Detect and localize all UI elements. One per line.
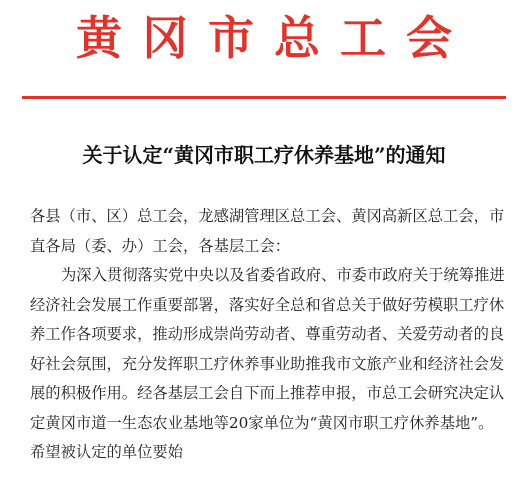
letterhead <box>0 6 528 70</box>
salutation: 各县（市、区）总工会，龙感湖管理区总工会、黄冈高新区总工会，市直各局（委、办）工会，各基层工会： <box>30 207 505 255</box>
document-body <box>30 202 506 468</box>
organization-name: 黄冈市总工会 <box>76 11 472 65</box>
body-paragraph: 为深入贯彻落实党中央以及省委省政府、市委市政府关于统筹推进经济社会发展工作重要部署，落实好全总和省总关于做好劳模职工疗休养工作各项要求，推动形成崇尚劳动者、尊重劳动者、关爱劳动者的良好社会氛围，充分发挥职工疗休养事业助推我市文旅产业和经济社会发展的积极作用。经各基层工会自下而上推荐申报，市总工会研究决定认定黄冈市道一生态农业基地等20家单位为“黄冈市职工疗休养基地”。希望被认定的单位要始 <box>30 266 505 461</box>
letterhead-red-rule <box>22 96 506 99</box>
document-title: 关于认定“黄冈市职工疗休养基地”的通知 <box>82 143 446 167</box>
